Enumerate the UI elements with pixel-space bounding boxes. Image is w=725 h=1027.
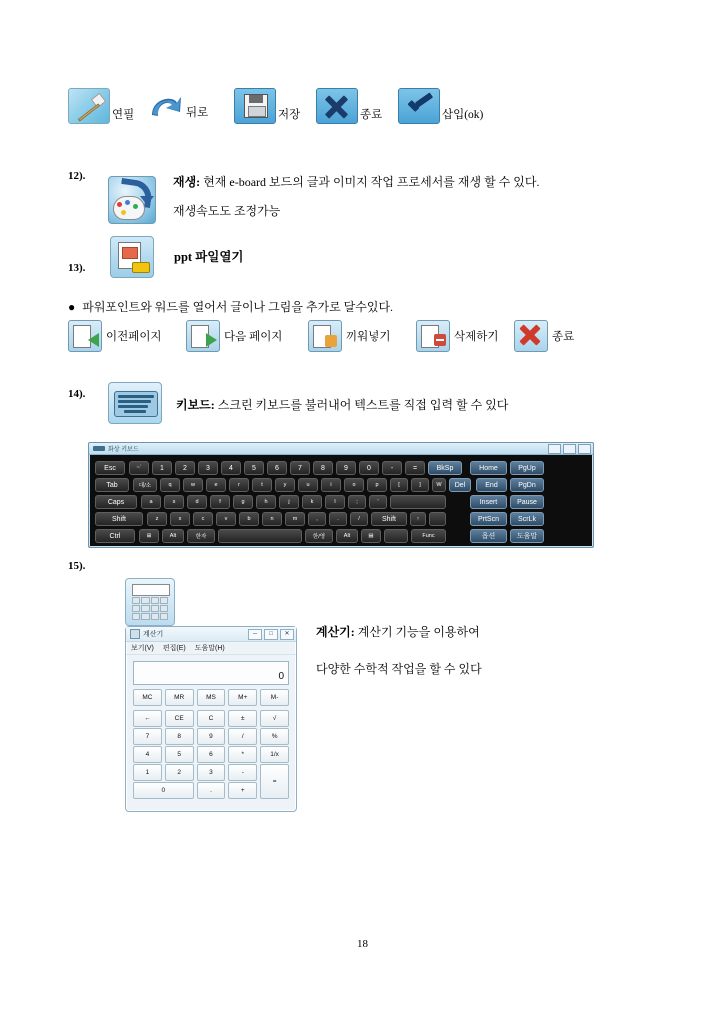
item-number-12: 12). [68, 170, 86, 182]
calculator-titlebar [126, 627, 296, 642]
item-12-title: 재생: [173, 175, 201, 189]
key-hanja[interactable]: 한자 [187, 529, 215, 543]
calc-key-percent[interactable]: % [260, 728, 289, 745]
calc-key-mc[interactable]: MC [133, 689, 162, 706]
calculator-icon [125, 578, 175, 626]
key-s[interactable]: s [164, 495, 184, 509]
key-ctrl-right[interactable] [384, 529, 408, 543]
key-bracket-right[interactable]: ] [411, 478, 429, 492]
calc-key-2[interactable]: 2 [165, 764, 194, 781]
key-comma[interactable]: , [308, 512, 326, 526]
key-6[interactable]: 6 [267, 461, 287, 475]
toolbar-icon-strip [68, 88, 668, 130]
menu-edit[interactable]: 편집(E) [162, 645, 186, 652]
minimize-button[interactable]: ─ [248, 629, 262, 640]
key-7[interactable]: 7 [290, 461, 310, 475]
pen-icon[interactable] [68, 88, 110, 124]
calc-key-equals[interactable]: = [260, 764, 289, 799]
key-h[interactable]: h [256, 495, 276, 509]
item-15-title: 계산기: [316, 625, 355, 639]
key-func[interactable]: Func [411, 529, 446, 543]
calc-key-plusminus[interactable]: ± [228, 710, 257, 727]
ppt-file-icon [110, 236, 154, 278]
key-end[interactable]: End [476, 478, 507, 492]
calc-key-m-plus[interactable]: M+ [228, 689, 257, 706]
toolbar-item-pen[interactable] [68, 88, 134, 124]
item-number-14: 14). [68, 388, 86, 400]
nav-label-close: 종료 [552, 331, 575, 343]
key-p[interactable]: p [367, 478, 387, 492]
key-shift-left[interactable]: Shift [95, 512, 143, 526]
toolbar-label-close: 종료 [360, 109, 383, 121]
key-caps-lock[interactable]: Caps [95, 495, 137, 509]
key-home[interactable]: Home [470, 461, 507, 475]
calculator-window-icon [130, 629, 140, 639]
item-14-desc: 스크린 키보드를 불러내어 텍스트를 직접 입력 할 수 있다 [217, 398, 509, 412]
key-k[interactable]: k [302, 495, 322, 509]
nav-item-delete-page[interactable] [416, 320, 498, 352]
menu-view[interactable]: 보기(V) [131, 645, 154, 652]
bullet-marker: ● [68, 300, 76, 314]
calc-key-1[interactable]: 1 [133, 764, 162, 781]
toolbar-item-undo[interactable] [144, 88, 208, 122]
calculator-menubar[interactable] [126, 642, 296, 655]
save-icon[interactable] [234, 88, 276, 124]
item-15-sub: 다양한 수학적 작업을 할 수 있다 [316, 662, 482, 676]
key-l[interactable]: l [325, 495, 345, 509]
calc-key-4[interactable]: 4 [133, 746, 162, 763]
key-pause[interactable]: Pause [510, 495, 544, 509]
key-semicolon[interactable]: ; [348, 495, 366, 509]
key-r[interactable]: r [229, 478, 249, 492]
key-space[interactable] [218, 529, 302, 543]
close-x-icon[interactable] [514, 320, 548, 352]
calc-key-backspace[interactable]: ← [133, 710, 162, 727]
item-12-sub: 재생속도도 조정가능 [173, 204, 281, 218]
key-v[interactable]: v [216, 512, 236, 526]
next-page-icon[interactable] [186, 320, 220, 352]
toolbar-item-save[interactable] [234, 88, 300, 124]
calculator-display [133, 661, 289, 685]
key-m[interactable]: m [285, 512, 305, 526]
key-pgdn[interactable]: PgDn [510, 478, 544, 492]
key-o[interactable]: o [344, 478, 364, 492]
key-e[interactable]: e [206, 478, 226, 492]
nav-item-prev-page[interactable] [68, 320, 162, 352]
toolbar-label-pen: 연필 [112, 109, 135, 121]
key-scrlk[interactable]: ScrLk [510, 512, 544, 526]
calc-key-ms[interactable]: MS [197, 689, 226, 706]
key-period[interactable]: . [329, 512, 347, 526]
nav-label-insert-page: 끼워넣기 [346, 331, 391, 343]
play-palette-icon [108, 176, 156, 224]
key-slash[interactable]: / [350, 512, 368, 526]
check-icon[interactable] [398, 88, 440, 124]
key-a[interactable]: a [141, 495, 161, 509]
onscreen-keyboard-window[interactable] [88, 442, 594, 548]
osk-titlebar [89, 443, 593, 455]
key-5[interactable]: 5 [244, 461, 264, 475]
calc-key-m-minus[interactable]: M- [260, 689, 289, 706]
close-button[interactable]: ✕ [280, 629, 294, 640]
page-number: 18 [357, 938, 368, 950]
calc-key-divide[interactable]: / [228, 728, 257, 745]
item-number-15: 15). [68, 560, 86, 572]
calc-key-9[interactable]: 9 [197, 728, 226, 745]
key-x[interactable]: x [170, 512, 190, 526]
toolbar-label-save: 저장 [278, 109, 301, 121]
key-enter[interactable] [390, 495, 446, 509]
key-bracket-left[interactable]: [ [390, 478, 408, 492]
page-nav-icon-row [68, 320, 688, 356]
toolbar-label-ok: 삽입(ok) [442, 109, 484, 121]
calc-key-ce[interactable]: CE [165, 710, 194, 727]
insert-page-icon[interactable] [308, 320, 342, 352]
key-b[interactable]: b [239, 512, 259, 526]
osk-window-icon [93, 446, 105, 451]
key-ctrl-left[interactable]: Ctrl [95, 529, 135, 543]
key-esc[interactable]: Esc [95, 461, 125, 475]
item-14-title: 키보드: [176, 398, 215, 412]
calculator-keypad[interactable] [133, 710, 289, 797]
calc-key-7[interactable]: 7 [133, 728, 162, 745]
key-u[interactable]: u [298, 478, 318, 492]
osk-key-area[interactable] [89, 455, 593, 548]
key-9[interactable]: 9 [336, 461, 356, 475]
calculator-memory-row[interactable] [133, 689, 289, 706]
key-win-left[interactable]: ⊞ [139, 529, 159, 543]
key-0[interactable]: 0 [359, 461, 379, 475]
item-number-13: 13). [68, 262, 86, 274]
key-menu[interactable]: ▤ [361, 529, 381, 543]
key-i[interactable]: i [321, 478, 341, 492]
key-3[interactable]: 3 [198, 461, 218, 475]
item-13-title: ppt 파일열기 [174, 250, 244, 264]
close-icon[interactable] [316, 88, 358, 124]
key-t[interactable]: t [252, 478, 272, 492]
nav-label-delete-page: 삭제하기 [454, 331, 499, 343]
key-f[interactable]: f [210, 495, 230, 509]
calc-key-c[interactable]: C [197, 710, 226, 727]
key-caps-toggle[interactable]: 대/소 [133, 478, 157, 492]
nav-item-insert-page[interactable] [308, 320, 390, 352]
bullet-line [68, 298, 668, 315]
maximize-button[interactable]: □ [264, 629, 278, 640]
key-alt-left[interactable]: Alt [162, 529, 184, 543]
calc-key-6[interactable]: 6 [197, 746, 226, 763]
calc-key-3[interactable]: 3 [197, 764, 226, 781]
key-c[interactable]: c [193, 512, 213, 526]
key-g[interactable]: g [233, 495, 253, 509]
key-q[interactable]: q [160, 478, 180, 492]
delete-page-icon[interactable] [416, 320, 450, 352]
calc-key-minus[interactable]: - [228, 764, 257, 781]
nav-item-next-page[interactable] [186, 320, 282, 352]
key-insert[interactable]: Insert [470, 495, 507, 509]
item-15-desc: 계산기 기능을 이용하여 [357, 625, 480, 639]
key-prtscn[interactable]: PrtScn [470, 512, 507, 526]
calc-key-5[interactable]: 5 [165, 746, 194, 763]
key-w[interactable]: w [183, 478, 203, 492]
key-backspace[interactable]: BkSp [428, 461, 462, 475]
key-extra-right[interactable] [429, 512, 446, 526]
nav-label-next-page: 다음 페이지 [224, 331, 283, 343]
key-pgup[interactable]: PgUp [510, 461, 544, 475]
key-8[interactable]: 8 [313, 461, 333, 475]
key-backquote[interactable]: ~` [129, 461, 149, 475]
key-n[interactable]: n [262, 512, 282, 526]
key-2[interactable]: 2 [175, 461, 195, 475]
key-delete[interactable]: Del [449, 478, 471, 492]
calculator-window[interactable] [125, 626, 297, 812]
nav-label-prev-page: 이전페이지 [106, 331, 162, 343]
prev-page-icon[interactable] [68, 320, 102, 352]
key-han-eng[interactable]: 한/영 [305, 529, 333, 543]
key-j[interactable]: j [279, 495, 299, 509]
key-equal[interactable]: = [405, 461, 425, 475]
calc-key-multiply[interactable]: * [228, 746, 257, 763]
key-options[interactable]: 옵션 [470, 529, 507, 543]
calc-key-reciprocal[interactable]: 1/x [260, 746, 289, 763]
calc-key-decimal[interactable]: . [197, 782, 226, 799]
key-quote[interactable]: ' [369, 495, 387, 509]
key-z[interactable]: z [147, 512, 167, 526]
nav-item-close[interactable] [514, 320, 574, 352]
item-12-desc: 현재 e-board 보드의 글과 이미지 작업 프로세서를 재생 할 수 있다. [203, 175, 540, 189]
toolbar-item-ok[interactable] [398, 88, 483, 124]
item-15-text [316, 623, 676, 677]
calculator-display-value: 0 [278, 671, 284, 682]
key-1[interactable]: 1 [152, 461, 172, 475]
key-shift-right[interactable]: Shift [371, 512, 407, 526]
undo-icon[interactable] [144, 88, 184, 122]
key-y[interactable]: y [275, 478, 295, 492]
key-arrow-up[interactable]: ↑ [410, 512, 426, 526]
key-d[interactable]: d [187, 495, 207, 509]
key-4[interactable]: 4 [221, 461, 241, 475]
calc-key-8[interactable]: 8 [165, 728, 194, 745]
calculator-window-title: 계산기 [143, 631, 164, 638]
calc-key-sqrt[interactable]: √ [260, 710, 289, 727]
calc-key-plus[interactable]: + [228, 782, 257, 799]
key-backslash[interactable]: W [432, 478, 446, 492]
osk-window-buttons[interactable] [548, 444, 591, 454]
calc-key-mr[interactable]: MR [165, 689, 194, 706]
key-tab[interactable]: Tab [95, 478, 129, 492]
menu-help[interactable]: 도움말(H) [194, 645, 225, 652]
keyboard-icon [108, 382, 162, 424]
key-help[interactable]: 도움말 [510, 529, 544, 543]
toolbar-item-close[interactable] [316, 88, 382, 124]
calc-key-0[interactable]: 0 [133, 782, 194, 799]
toolbar-label-undo: 뒤로 [186, 107, 209, 119]
osk-window-title: 화상 키보드 [108, 447, 139, 453]
calculator-window-buttons[interactable] [248, 629, 294, 640]
bullet-text: 파워포인트와 워드를 열어서 글이나 그림을 추가로 달수있다. [82, 300, 394, 314]
key-minus[interactable]: - [382, 461, 402, 475]
key-alt-right[interactable]: Alt [336, 529, 358, 543]
